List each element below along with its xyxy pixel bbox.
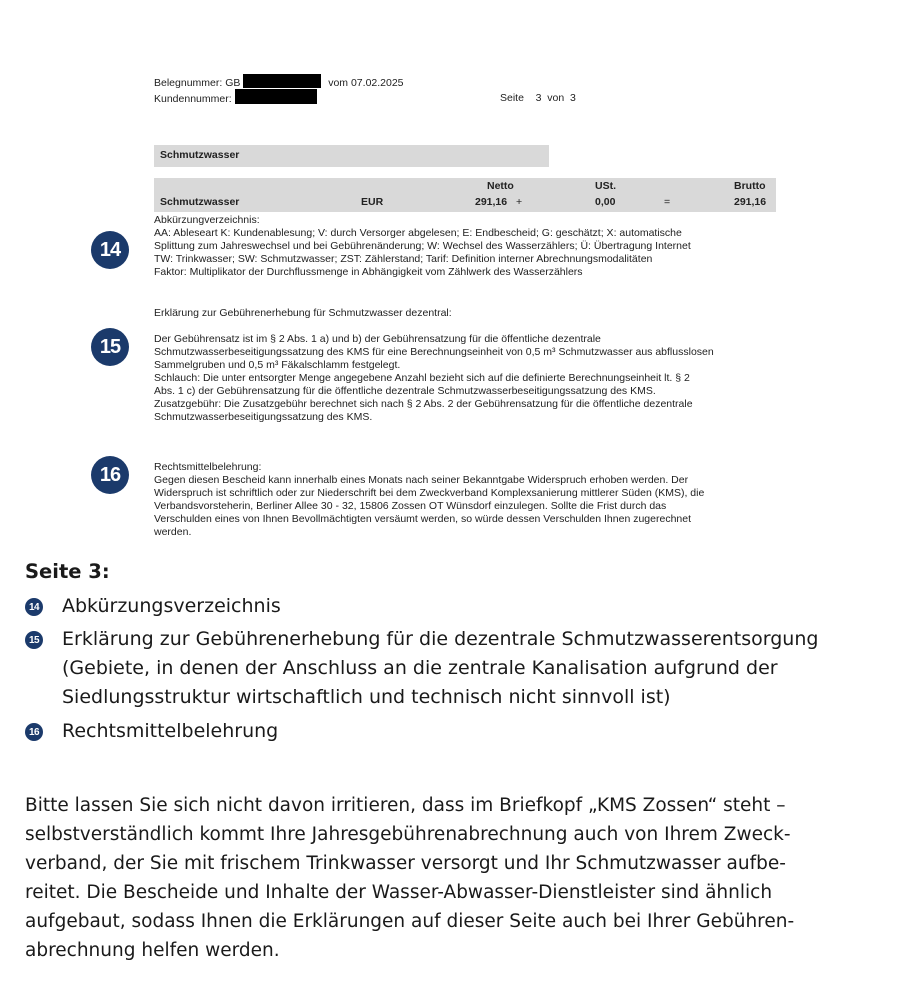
row-currency: EUR bbox=[361, 196, 384, 208]
list-item-14 bbox=[62, 592, 281, 621]
legal-title: Rechtsmittelbelehrung: bbox=[154, 461, 262, 473]
legal-line: Gegen diesen Bescheid kann innerhalb eines Monats nach seiner Bekanntgabe Widerspruch erhoben werden. Der bbox=[154, 474, 689, 486]
redaction-bar bbox=[235, 89, 317, 104]
paragraph-line: reitet. Die Bescheide und Inhalte der Wasser-Abwasser-Dienstleister sind ähnlich bbox=[25, 882, 773, 903]
paragraph-line: verband, der Sie mit frischem Trinkwasser versorgt und Ihr Schmutzwasser aufbe- bbox=[25, 853, 786, 874]
list-badge-16: 16 bbox=[25, 723, 43, 741]
badge-14: 14 bbox=[91, 231, 129, 269]
paragraph-line: selbstverständlich kommt Ihre Jahresgebührenabrechnung auch von Ihrem Zweck- bbox=[25, 824, 791, 845]
kundennummer-label: Kundennummer: bbox=[154, 93, 232, 105]
row-name: Schmutzwasser bbox=[160, 196, 240, 208]
column-header-ust: USt. bbox=[595, 180, 616, 192]
explanation-line: Schmutzwasserbeseitigungssatzung des KMS. bbox=[154, 411, 373, 423]
column-header-netto: Netto bbox=[487, 180, 514, 192]
section-title-bar bbox=[154, 145, 549, 167]
explanation-line: Abs. 1 c) der Gebührensatzung für die öffentliche dezentrale Schmutzwasserbeseitigungssatzung des KMS. bbox=[154, 385, 656, 397]
list-item-15 bbox=[62, 625, 818, 712]
explanation-line: Schmutzwasserbeseitigungssatzung des KMS für eine Berechnungseinheit von 0,5 m³ Schmutzwasser aus abflusslosen bbox=[154, 346, 714, 358]
list-item-text: (Gebiete, in denen der Anschluss an die zentrale Kanalisation aufgrund der bbox=[62, 657, 778, 679]
belegnummer-label: Belegnummer: GB bbox=[154, 77, 241, 89]
badge-16: 16 bbox=[91, 456, 129, 494]
explanation-line: Sammelgruben und 0,5 m³ Fäkalschlamm festgelegt. bbox=[154, 359, 401, 371]
list-item-text: Rechtsmittelbelehrung bbox=[62, 720, 279, 742]
paragraph-line: aufgebaut, sodass Ihnen die Erklärungen auf dieser Seite auch bei Ihrer Gebühren- bbox=[25, 911, 795, 932]
legal-block bbox=[154, 461, 704, 539]
row-netto: 291,16 bbox=[475, 196, 508, 208]
legal-line: werden. bbox=[154, 526, 192, 538]
explanation-line: Schlauch: Die unter entsorgter Menge angegebene Anzahl bezieht sich auf die definierte Berechnungseinheit lt. § 2 bbox=[154, 372, 690, 384]
row-plus-sign: + bbox=[516, 196, 523, 208]
legal-line: Widerspruch ist schriftlich oder zur Niederschrift bei dem Zweckverband Komplexsanierung mittlerer Süden (KMS), die bbox=[154, 487, 705, 499]
abbreviation-line: Faktor: Multiplikator der Durchflussmenge in Abhängigkeit vom Zählwerk des Wasserzählers bbox=[154, 266, 583, 278]
abbreviation-line: Splittung zum Jahreswechsel und bei Gebührenänderung; W: Wechsel des Wasserzählers; Ü: Übertragung Internet bbox=[154, 240, 691, 252]
list-badge-15: 15 bbox=[25, 631, 43, 649]
fee-table bbox=[154, 178, 776, 212]
row-brutto: 291,16 bbox=[734, 196, 767, 208]
list-item-16 bbox=[62, 717, 278, 746]
explanation-title: Erklärung zur Gebührenerhebung für Schmutzwasser dezentral: bbox=[154, 307, 452, 319]
explanation-block bbox=[154, 333, 714, 424]
row-ust: 0,00 bbox=[595, 196, 616, 208]
paragraph-line: abrechnung helfen werden. bbox=[25, 940, 280, 961]
explanation-line: Zusatzgebühr: Die Zusatzgebühr berechnet sich nach § 2 Abs. 2 der Gebührensatzung für die öffentliche dezentrale bbox=[154, 398, 693, 410]
abbreviation-line: AA: Ableseart K: Kundenablesung; V: durch Versorger abgelesen; E: Endbescheid; G: geschätzt; X: automatische bbox=[154, 227, 682, 239]
list-item-text: Siedlungsstruktur wirtschaftlich und technisch nicht sinnvoll ist) bbox=[62, 686, 671, 708]
page-indicator: Seite 3 von 3 bbox=[500, 92, 576, 104]
legal-line: Verbandsvorsteherin, Berliner Allee 30 - 32, 15806 Zossen OT Wünsdorf einzulegen. Sollte die Frist durch das bbox=[154, 500, 667, 512]
list-badge-14: 14 bbox=[25, 598, 43, 616]
column-header-brutto: Brutto bbox=[734, 180, 766, 192]
abbreviation-line: TW: Trinkwasser; SW: Schmutzwasser; ZST: Zählerstand; Tarif: Definition interner Abrechnungsmodalitäten bbox=[154, 253, 653, 265]
kundennummer-line bbox=[154, 89, 317, 106]
legal-line: Verschulden eines von Ihnen Bevollmächtigten versäumt werden, so würde dessen Verschulden Ihnen zugerechnet bbox=[154, 513, 692, 525]
abbreviation-block bbox=[154, 214, 691, 279]
section-title: Schmutzwasser bbox=[160, 149, 240, 161]
explanatory-paragraph bbox=[25, 791, 855, 965]
page-heading: Seite 3: bbox=[25, 560, 110, 583]
list-item-text: Abkürzungsverzeichnis bbox=[62, 595, 281, 617]
abbreviation-title: Abkürzungverzeichnis: bbox=[154, 214, 260, 226]
redaction-bar bbox=[243, 74, 321, 88]
badge-15: 15 bbox=[91, 328, 129, 366]
row-equals-sign: = bbox=[664, 196, 671, 208]
explanation-line: Der Gebührensatz ist im § 2 Abs. 1 a) und b) der Gebührensatzung für die öffentliche dezentrale bbox=[154, 333, 601, 345]
document-date: vom 07.02.2025 bbox=[328, 77, 404, 89]
list-item-text: Erklärung zur Gebührenerhebung für die dezentrale Schmutzwasserentsorgung bbox=[62, 628, 819, 650]
paragraph-line: Bitte lassen Sie sich nicht davon irritieren, dass im Briefkopf „KMS Zossen“ steht – bbox=[25, 795, 786, 816]
belegnummer-line bbox=[154, 74, 404, 90]
